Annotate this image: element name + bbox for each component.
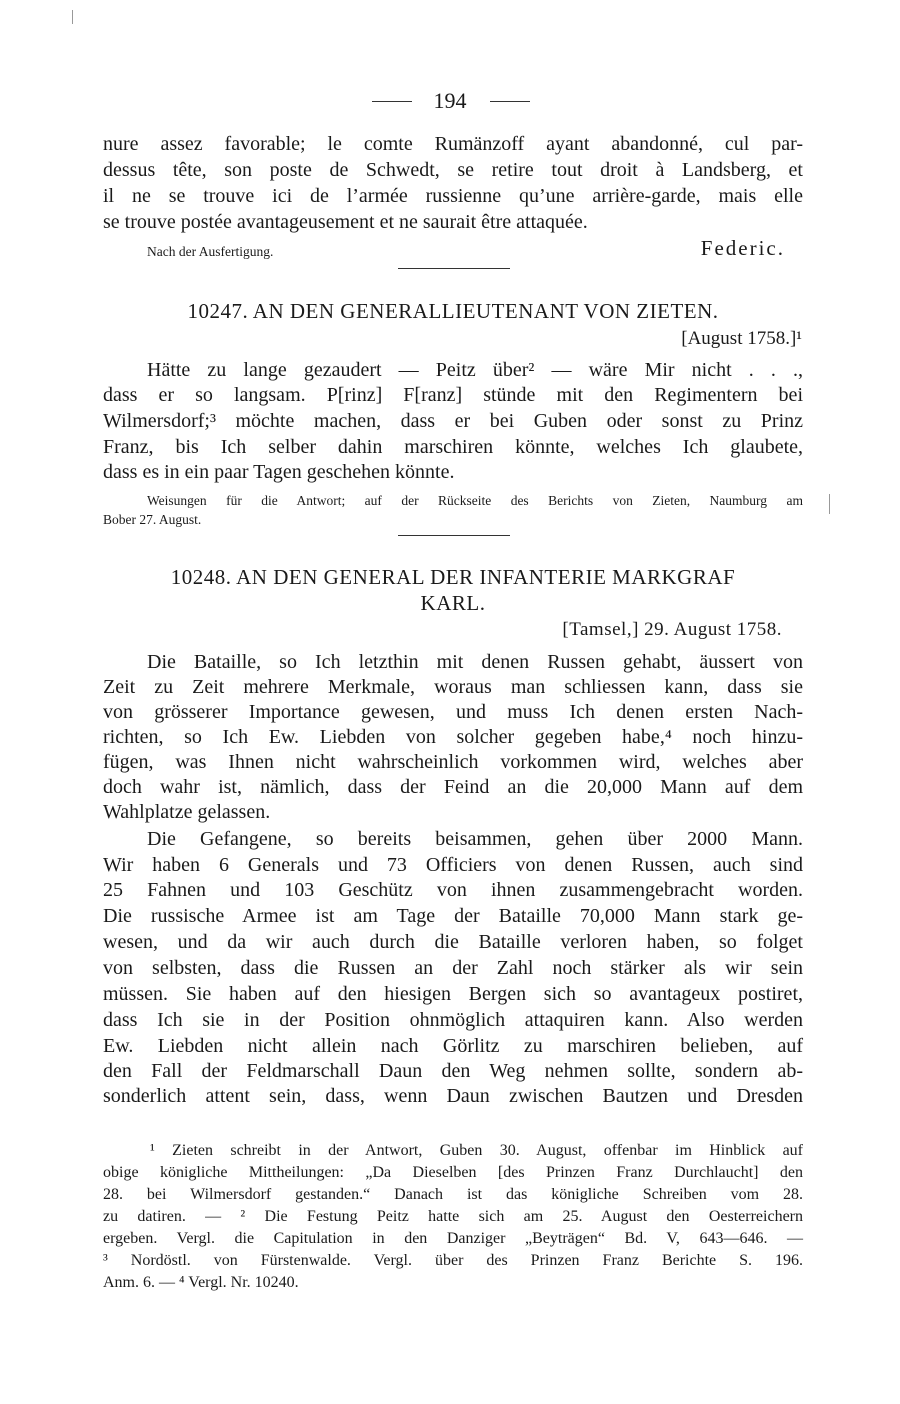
letter-line: von grösserer Importance gewesen, und muss Ich denen ersten Nach- [103, 701, 803, 723]
letter-heading: KARL. [420, 591, 486, 615]
letter-line: Wilmersdorf;³ möchte machen, dass er bei Guben oder sonst zu Prinz [103, 410, 803, 432]
footnote-line: ergeben. Vergl. die Capitulation in den Danziger „Beyträgen“ Bd. V, 643—646. — [103, 1230, 803, 1247]
footnote-line: Anm. 6. — ⁴ Vergl. Nr. 10240. [103, 1274, 299, 1291]
letter-line: Zeit zu Zeit mehrere Merkmale, woraus man schliessen kann, dass sie [103, 676, 803, 698]
letter-line: Die Gefangene, so bereits beisammen, gehen über 2000 Mann. [147, 828, 803, 850]
letter-heading: 10247. AN DEN GENERALLIEUTENANT VON ZIETEN. [187, 299, 719, 323]
dateline: [Tamsel,] 29. August 1758. [562, 619, 782, 640]
letter-line: Die Bataille, so Ich letzthin mit denen Russen gehabt, äussert von [147, 651, 803, 673]
letter-line: den Fall der Feldmarschall Daun den Weg nehmen sollte, sondern ab- [103, 1060, 803, 1082]
letter-line: dass er so langsam. P[rinz] F[ranz] stünde mit den Regimentern bei [103, 384, 803, 406]
source-note: Nach der Ausfertigung. [147, 244, 274, 259]
footnote-line: ³ Nordöstl. von Fürstenwalde. Vergl. über des Prinzen Franz Berichte S. 196. [103, 1252, 803, 1269]
section-divider [398, 268, 510, 269]
footnote-line: 28. bei Wilmersdorf gestanden.“ Danach ist das königliche Schreiben vom 28. [103, 1186, 803, 1203]
scan-mark [829, 494, 830, 514]
letter-line: Franz, bis Ich selber dahin marschiren könnte, welches Ich glaubete, [103, 436, 803, 458]
letter-line: wesen, und da wir auch durch die Bataille verloren haben, so folget [103, 931, 803, 953]
header-rule-left [372, 101, 412, 102]
letter-line: doch wahr ist, nämlich, dass der Feind an die 20,000 Mann auf dem [103, 776, 803, 798]
letter-heading: 10248. AN DEN GENERAL DER INFANTERIE MARKGRAF [170, 565, 736, 589]
letter-line: Die russische Armee ist am Tage der Bataille 70,000 Mann stark ge- [103, 905, 803, 927]
footnote-line: ¹ Zieten schreibt in der Antwort, Guben 30. August, offenbar im Hinblick auf [150, 1142, 803, 1159]
footnote-line: obige königliche Mittheilungen: „Da Dieselben [des Prinzen Franz Durchlaucht] den [103, 1164, 803, 1181]
letter-line: Wahlplatze gelassen. [103, 801, 271, 823]
letter-line: sonderlich attent sein, dass, wenn Daun zwischen Bautzen und Dresden [103, 1085, 803, 1107]
footnote-line: zu datiren. — ² Die Festung Peitz hatte sich am 25. August den Oesterreichern [103, 1208, 803, 1225]
signature: Federic. [700, 236, 785, 260]
letter-line: dass Ich sie in der Position ohnmöglich attaquiren kann. Also werden [103, 1009, 803, 1031]
letter-line: 25 Fahnen und 103 Geschütz von ihnen zusammengebracht worden. [103, 879, 803, 901]
section-divider [398, 535, 510, 536]
letter-line: Wir haben 6 Generals und 73 Officiers von denen Russen, auch sind [103, 854, 803, 876]
page-number: 194 [433, 88, 467, 113]
dateline: [August 1758.]¹ [681, 328, 802, 349]
editorial-note: Bober 27. August. [103, 512, 202, 527]
intro-line: se trouve postée avantageusement et ne saurait être attaquée. [103, 211, 588, 233]
letter-line: müssen. Sie haben auf den hiesigen Bergen sich so avantageux postiret, [103, 983, 803, 1005]
intro-line: dessus tête, son poste de Schwedt, se retire tout droit à Landsberg, et [103, 159, 803, 181]
intro-line: nure assez favorable; le comte Rumänzoff ayant abandonné, cul par- [103, 133, 803, 155]
letter-line: fügen, was Ihnen nicht wahrscheinlich vorkommen wird, welches aber [103, 751, 803, 773]
scan-mark [72, 10, 73, 24]
letter-line: Ew. Liebden nicht allein nach Görlitz zu marschiren belieben, auf [103, 1035, 803, 1057]
letter-line: von selbsten, dass die Russen an der Zahl noch stärker als wir sein [103, 957, 803, 979]
editorial-note: Weisungen für die Antwort; auf der Rückseite des Berichts von Zieten, Naumburg am [147, 493, 803, 508]
letter-line: richten, so Ich Ew. Liebden von solcher gegeben habe,⁴ noch hinzu- [103, 726, 803, 748]
letter-line: Hätte zu lange gezaudert — Peitz über² — wäre Mir nicht . . ., [147, 359, 803, 381]
header-rule-right [490, 101, 530, 102]
intro-line: il ne se trouve ici de l’armée russienne qu’une arrière-garde, mais elle [103, 185, 803, 207]
letter-line: dass es in ein paar Tagen geschehen könnte. [103, 461, 455, 483]
